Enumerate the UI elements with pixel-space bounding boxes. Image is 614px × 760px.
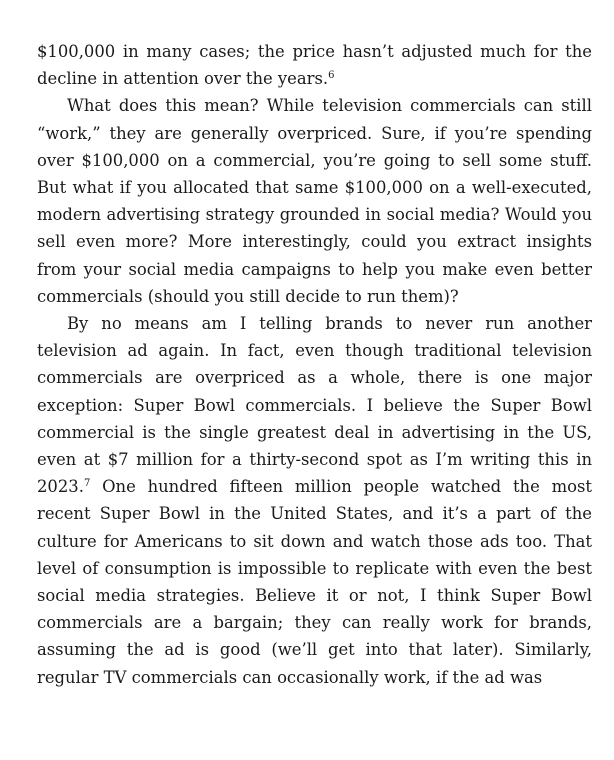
paragraph-continued (37, 38, 592, 92)
paragraph-television-overpriced (37, 92, 592, 310)
paragraph-text: $100,000 in many cases; the price hasn’t adjusted much for the decline in attention over the years. (37, 42, 592, 89)
footnote-marker-6[interactable]: 6 (328, 70, 335, 82)
paragraph-text: One hundred fifteen million people watched the most recent Super Bowl in the United States, and it’s a part of the culture for Americans to sit down and watch those ads too. That level of consumption is impossible to replicate with even the best social media strategies. Believe it or not, I think Super Bowl commercials are a bargain; they can really work for brands, assuming the ad is good (we’ll get into that later). Similarly, regular TV commercials can occasionally work, if the ad was (37, 477, 592, 687)
paragraph-text: What does this mean? While television commercials can still “work,” they are generally overpriced. Sure, if you’re spending over $100,000 on a commercial, you’re going to sell some stuff. But what if you allocated that same $100,000 on a well-executed, modern advertising strategy grounded in social media? Would you sell even more? More interestingly, could you extract insights from your social media campaigns to help you make even better commercials (should you still decide to run them)? (37, 96, 592, 306)
paragraph-super-bowl (37, 310, 592, 691)
footnote-marker-7[interactable]: 7 (83, 478, 91, 490)
paragraph-text: By no means am I telling brands to never run another television ad again. In fact, even though traditional television commercials are overpriced as a whole, there is one major exception: Super Bowl commercials. I believe the Super Bowl commercial is the single greatest deal in advertising in the US, even at $7 million for a thirty-second spot as I’m writing this in 2023. (37, 314, 592, 497)
